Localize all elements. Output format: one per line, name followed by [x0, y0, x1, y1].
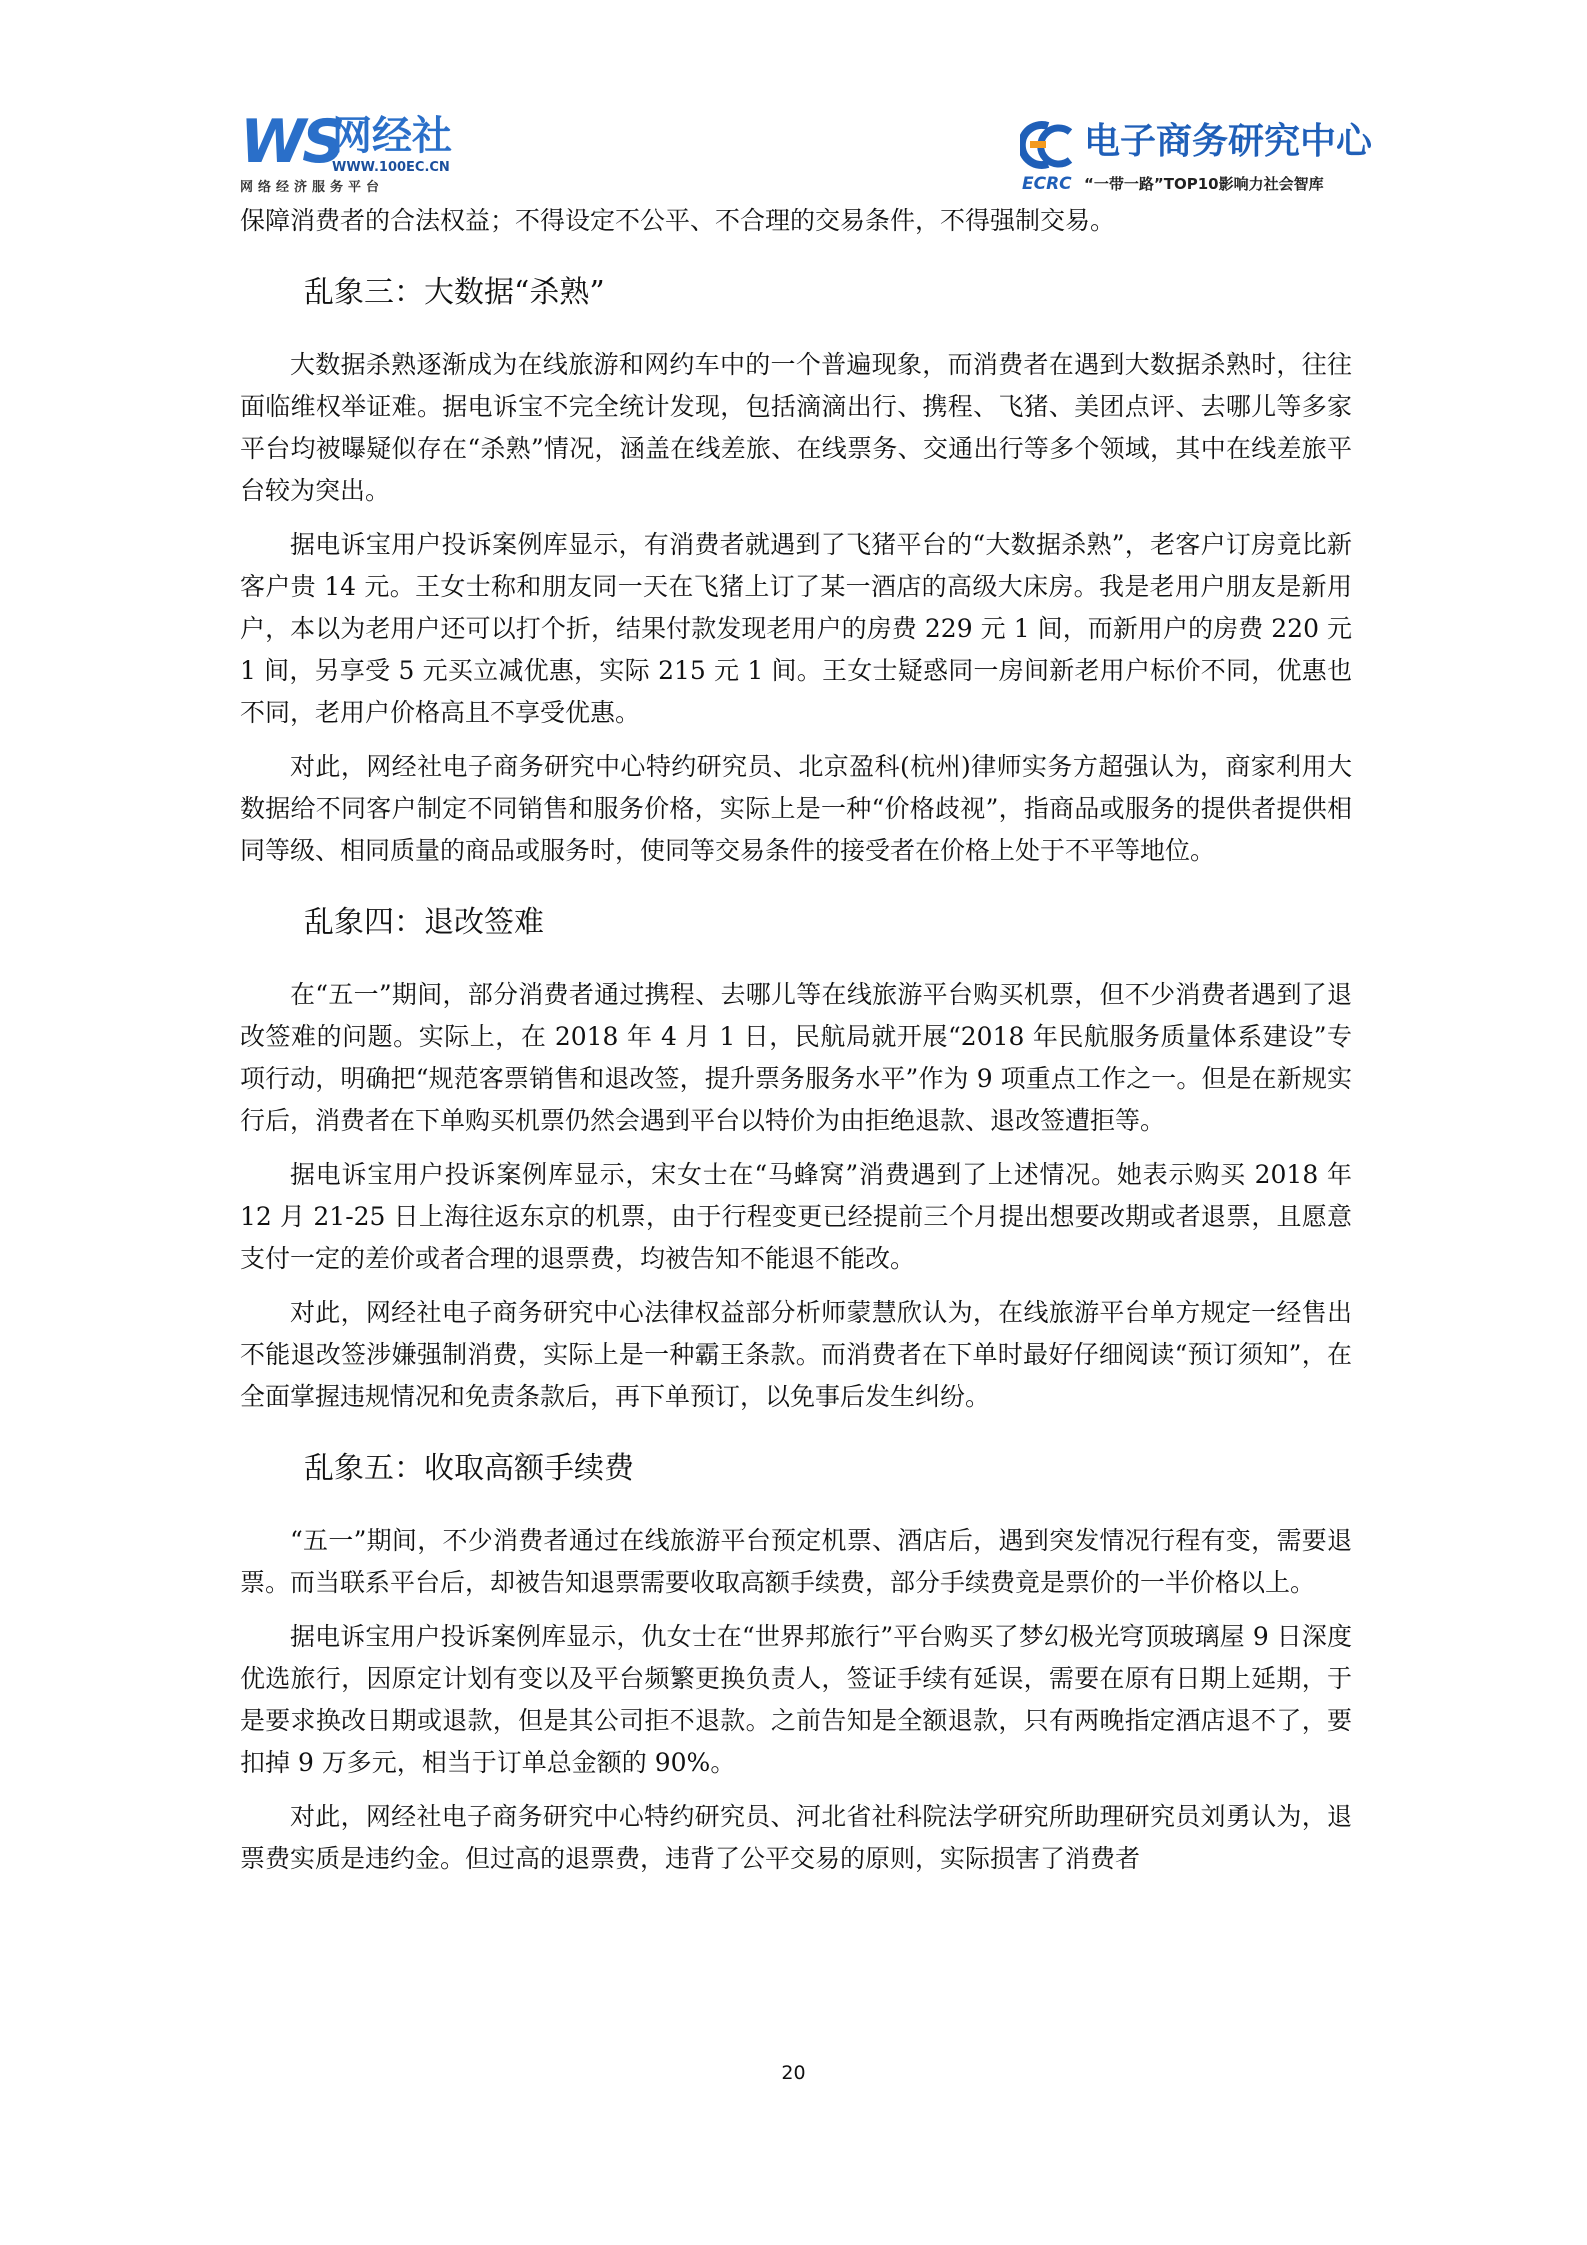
ecrc-logo-tagline: “一带一路”TOP10影响力社会智库: [1084, 175, 1324, 193]
section-5-paragraph-2: 据电诉宝用户投诉案例库显示，仇女士在“世界邦旅行”平台购买了梦幻极光穹顶玻璃屋 9 日深度优选旅行，因原定计划有变以及平台频繁更换负责人，签证手续有延误，需要在原有日期上延期，于是要求换改日期或退款，但是其公司拒不退款。之前告知是全额退款，只有两晚指定酒店退不了，要扣掉 9 万多元，相当于订单总金额的 90%。: [240, 1622, 1352, 1777]
section-4-paragraph-1: 在“五一”期间，部分消费者通过携程、去哪儿等在线旅游平台购买机票，但不少消费者遇到了退改签难的问题。实际上，在 2018 年 4 月 1 日，民航局就开展“2018 年民航服务质量体系建设”专项行动，明确把“规范客票销售和退改签，提升票务服务水平”作为 9 项重点工作之一。但是在新规实行后，消费者在下单购买机票仍然会遇到平台以特价为由拒绝退款、退改签遭拒等。: [240, 980, 1352, 1135]
section-4-paragraph-3: 对此，网经社电子商务研究中心法律权益部分析师蒙慧欣认为，在线旅游平台单方规定一经售出不能退改签涉嫌强制消费，实际上是一种霸王条款。而消费者在下单时最好仔细阅读“预订须知”，在全面掌握违规情况和免责条款后，再下单预订，以免事后发生纠纷。: [240, 1298, 1352, 1411]
ecrc-logo-mark: [1020, 120, 1074, 170]
ws-logo-mark: WS: [240, 107, 342, 177]
intro-paragraph: 保障消费者的合法权益；不得设定不公平、不合理的交易条件，不得强制交易。: [240, 206, 1116, 235]
document-body: [240, 200, 1352, 1880]
ecrc-logo: [1020, 116, 1373, 198]
section-5-heading: 乱象五：收取高额手续费: [304, 1451, 634, 1486]
section-3-paragraph-2: 据电诉宝用户投诉案例库显示，有消费者就遇到了飞猪平台的“大数据杀熟”，老客户订房竟比新客户贵 14 元。王女士称和朋友同一天在飞猪上订了某一酒店的高级大床房。我是老用户朋友是新用户，本以为老用户还可以打个折，结果付款发现老用户的房费 229 元 1 间，而新用户的房费 220 元 1 间，另享受 5 元买立减优惠，实际 215 元 1 间。王女士疑惑同一房间新老用户标价不同，优惠也不同，老用户价格高且不享受优惠。: [240, 530, 1352, 727]
ecrc-logo-name: 电子商务研究中心: [1084, 121, 1373, 162]
page-number: 20: [781, 2062, 806, 2084]
ws-logo-name: 网经社: [332, 113, 452, 159]
section-3-paragraph-3: 对此，网经社电子商务研究中心特约研究员、北京盈科(杭州)律师实务方超强认为，商家利用大数据给不同客户制定不同销售和服务价格，实际上是一种“价格歧视”，指商品或服务的提供者提供相同等级、相同质量的商品或服务时，使同等交易条件的接受者在价格上处于不平等地位。: [240, 752, 1352, 865]
ws-logo-tagline: 网络经济服务平台: [240, 180, 385, 195]
section-5-paragraph-1: “五一”期间，不少消费者通过在线旅游平台预定机票、酒店后，遇到突发情况行程有变，需要退票。而当联系平台后，却被告知退票需要收取高额手续费，部分手续费竟是票价的一半价格以上。: [240, 1526, 1352, 1597]
ws-logo-url: WWW.100EC.CN: [332, 160, 450, 175]
section-4-paragraph-2: 据电诉宝用户投诉案例库显示，宋女士在“马蜂窝”消费遇到了上述情况。她表示购买 2018 年 12 月 21-25 日上海往返东京的机票，由于行程变更已经提前三个月提出想要改期或者退票，且愿意支付一定的差价或者合理的退票费，均被告知不能退不能改。: [240, 1160, 1352, 1273]
section-3-heading: 乱象三：大数据“杀熟”: [304, 275, 605, 310]
section-5-paragraph-3: 对此，网经社电子商务研究中心特约研究员、河北省社科院法学研究所助理研究员刘勇认为，退票费实质是违约金。但过高的退票费，违背了公平交易的原则，实际损害了消费者: [240, 1802, 1352, 1873]
wangjingshe-logo: [240, 108, 480, 198]
ecrc-logo-abbr: ECRC: [1022, 174, 1072, 194]
section-3-paragraph-1: 大数据杀熟逐渐成为在线旅游和网约车中的一个普遍现象，而消费者在遇到大数据杀熟时，往往面临维权举证难。据电诉宝不完全统计发现，包括滴滴出行、携程、飞猪、美团点评、去哪儿等多家平台均被曝疑似存在“杀熟”情况，涵盖在线差旅、在线票务、交通出行等多个领域，其中在线差旅平台较为突出。: [240, 350, 1352, 505]
page-header: [240, 107, 1373, 198]
section-4-heading: 乱象四：退改签难: [304, 905, 544, 940]
